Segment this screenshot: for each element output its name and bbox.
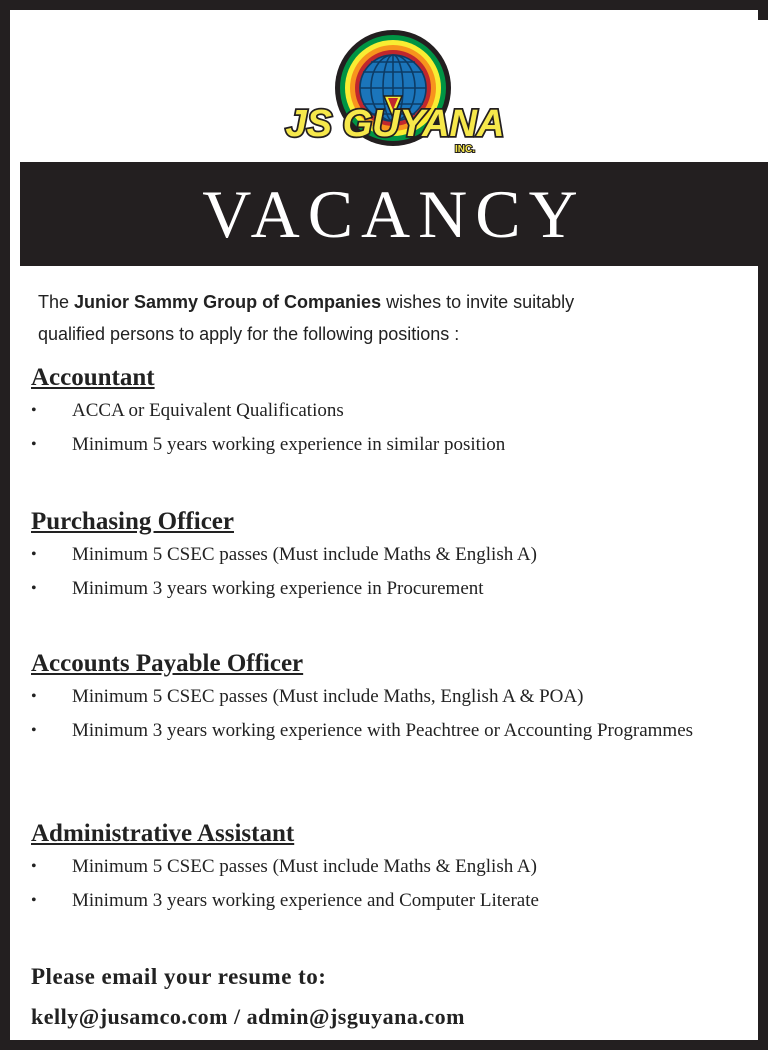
list-item: • Minimum 3 years working experience in Procurement — [31, 576, 751, 602]
requirements-list — [31, 542, 751, 602]
position-title: Purchasing Officer — [31, 508, 234, 535]
bullet-icon: • — [31, 402, 37, 419]
list-item: • ACCA or Equivalent Qualifications — [31, 398, 751, 424]
position-administrative-assistant — [31, 820, 751, 922]
bullet-icon: • — [31, 858, 37, 875]
bullet-icon: • — [31, 722, 37, 739]
position-purchasing-officer — [31, 508, 751, 610]
position-title: Accountant — [31, 364, 155, 391]
requirements-list — [31, 854, 751, 914]
logo-brand-text: JS GUYANA — [285, 103, 505, 145]
bullet-icon: • — [31, 892, 37, 909]
bullet-icon: • — [31, 688, 37, 705]
logo-sub-text: INC. — [455, 144, 475, 155]
requirements-list — [31, 398, 751, 458]
list-item: • Minimum 5 CSEC passes (Must include Maths & English A) — [31, 854, 751, 880]
list-item: • Minimum 5 years working experience in similar position — [31, 432, 751, 458]
js-guyana-logo — [265, 26, 525, 158]
intro-prefix: The — [38, 292, 75, 312]
intro-line1-rest: wishes to invite suitably — [381, 292, 575, 312]
bullet-icon: • — [31, 580, 37, 597]
position-title: Administrative Assistant — [31, 820, 295, 847]
intro-line2: qualified persons to apply for the following positions : — [38, 324, 460, 344]
list-item: • Minimum 3 years working experience and Computer Literate — [31, 888, 751, 914]
list-item: • Minimum 3 years working experience with Peachtree or Accounting Programmes — [31, 718, 751, 744]
list-item: • Minimum 5 CSEC passes (Must include Maths & English A) — [31, 542, 751, 568]
intro-company: Junior Sammy Group of Companies — [74, 292, 382, 312]
bullet-icon: • — [31, 436, 37, 453]
list-item: • Minimum 5 CSEC passes (Must include Maths, English A & POA) — [31, 684, 751, 710]
contact-footer — [31, 964, 751, 1030]
vacancy-banner — [20, 162, 768, 266]
footer-heading: Please email your resume to: — [31, 964, 327, 989]
banner-title: VACANCY — [202, 175, 586, 252]
position-title: Accounts Payable Officer — [31, 650, 304, 677]
requirements-list — [31, 684, 751, 744]
bullet-icon: • — [31, 546, 37, 563]
position-accounts-payable-officer — [31, 650, 751, 752]
intro-text — [38, 286, 728, 350]
footer-emails: kelly@jusamco.com / admin@jsguyana.com — [31, 1004, 465, 1029]
position-accountant — [31, 364, 751, 466]
logo-area — [20, 20, 768, 162]
